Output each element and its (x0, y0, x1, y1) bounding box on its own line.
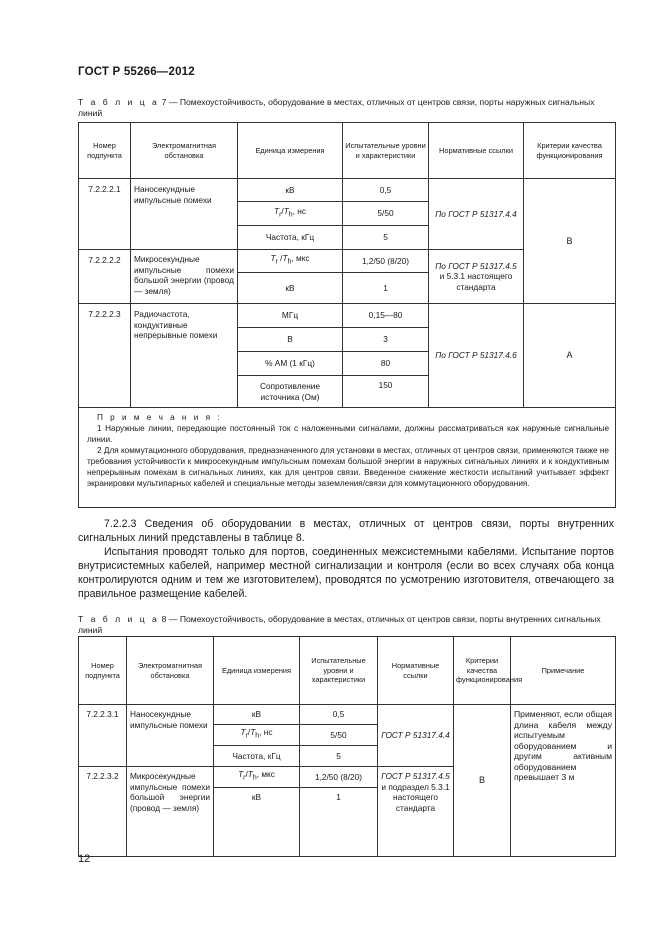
notes-title: П р и м е ч а н и я : (97, 413, 223, 422)
level-cell: 5 (343, 226, 429, 250)
level-cell: 150 (343, 376, 429, 408)
criteria-cell: A (524, 304, 616, 408)
level-cell: 5/50 (343, 202, 429, 226)
row-number: 7.2.2.3.1 (79, 705, 127, 767)
paragraph: 7.2.2.3 Сведения об оборудовании в местах, отличных от центров связи, порты внутренних сигнальных линий представлены в таблице 8. (78, 518, 614, 544)
unit-cell: $T_r/T_h$, мкс (214, 767, 300, 788)
remark-cell: Применяют, если общая длина кабеля между испытуемым оборудованием и другим активным оборудованием превышает 3 м (511, 705, 616, 857)
unit-cell: кВ (238, 179, 343, 202)
level-cell: 0,15—80 (343, 304, 429, 328)
column-header: Испытательные уровни и характеристики (343, 123, 429, 179)
reference-cell: ГОСТ Р 51317.4.5 и подраздел 5.3.1 настоящего стандарта (378, 767, 454, 857)
unit-cell: $T_r$ $/T_h$, мкс (238, 250, 343, 273)
column-header: Единица измерения (238, 123, 343, 179)
column-header: Критерии качества функционирования (524, 123, 616, 179)
level-cell: 1,2/50 (8/20) (343, 250, 429, 273)
environment-cell: Микросекундные импульсные помехи большой энергии (провод — земля) (131, 250, 238, 304)
column-header: Критерии качества функционирования (454, 637, 511, 705)
unit-cell: Частота, кГц (238, 226, 343, 250)
reference-cell: ГОСТ Р 51317.4.4 (378, 705, 454, 767)
criteria-cell: B (454, 705, 511, 857)
table-7 (78, 122, 616, 508)
document-header: ГОСТ Р 55266—2012 (78, 66, 195, 78)
level-cell: 0,5 (300, 705, 378, 725)
table-row (79, 304, 616, 328)
table7-caption: Т а б л и ц а 7 — Помехоустойчивость, оборудование в местах, отличных от центров связи, порты наружных сигнальных линий (78, 97, 595, 118)
notes-row (79, 408, 616, 508)
environment-cell: Наносекундные импульсные помехи (127, 705, 214, 767)
row-number: 7.2.2.2.2 (79, 250, 131, 304)
table7-notes (79, 408, 616, 508)
unit-cell: кВ (214, 705, 300, 725)
unit-cell: В (238, 328, 343, 352)
level-cell: 3 (343, 328, 429, 352)
unit-cell: % АМ (1 кГц) (238, 352, 343, 376)
column-header: Нормативные ссылки (429, 123, 524, 179)
row-number: 7.2.2.2.1 (79, 179, 131, 250)
column-header: Примечание (511, 637, 616, 705)
table8-caption: Т а б л и ц а 8 — Помехоустойчивость, оборудование в местах, отличных от центров связи, порты внутренних сигнальных линий (78, 614, 601, 635)
column-header: Электромагнитная обстановка (127, 637, 214, 705)
table7-header-row (79, 123, 616, 179)
page-number: 12 (78, 853, 91, 865)
paragraph: Испытания проводят только для портов, соединенных межсистемными кабелями. Испытание портов внутрисистемных кабелей, например местной сигнализации и контроля (если во всех случаях оба конца контролируются одним и тем же изготовителем), проводятся по усмотрению изготовителя, отвечающего за правильное размещение кабелей. (78, 546, 614, 600)
unit-cell: $T_r/T_h$, нс (238, 202, 343, 226)
level-cell: 1 (343, 273, 429, 304)
unit-cell: Сопротивление источника (Ом) (238, 376, 343, 408)
body-text (78, 517, 614, 601)
environment-cell: Радиочастота, кондуктивные непрерывные помехи (131, 304, 238, 408)
column-header: Номер подпункта (79, 637, 127, 705)
environment-cell: Микросекундные импульсные помехи большой энергии (провод — земля) (127, 767, 214, 857)
reference-cell: По ГОСТ Р 51317.4.4 (429, 179, 524, 250)
unit-cell: кВ (214, 788, 300, 857)
level-cell: 1,2/50 (8/20) (300, 767, 378, 788)
table-row (79, 705, 616, 725)
unit-cell: $T_r/T_h$, нс (214, 725, 300, 746)
level-cell: 5/50 (300, 725, 378, 746)
row-number: 7.2.2.2.3 (79, 304, 131, 408)
environment-cell: Наносекундные импульсные помехи (131, 179, 238, 250)
table-8 (78, 636, 616, 857)
reference-cell: По ГОСТ Р 51317.4.6 (429, 304, 524, 408)
column-header: Электромагнитная обстановка (131, 123, 238, 179)
row-number: 7.2.2.3.2 (79, 767, 127, 857)
note-2: 2 Для коммутационного оборудования, предназначенного для установки в местах, отличных от центров связи, применяются также не требования устойчивости к микросекундным импульсным помехам большой энергии в наружных сигнальных линиях и к кондуктивным непрерывным помехам в сигнальных линиях, как для центров связи. Введенное снижение жесткости испытаний учитывает эффект экранировки мультипарных кабелей и специальные методы заземления/связи для коммутационного оборудования. (87, 446, 609, 488)
column-header: Номер подпункта (79, 123, 131, 179)
column-header: Единица измерения (214, 637, 300, 705)
table-row (79, 179, 616, 202)
level-cell: 0,5 (343, 179, 429, 202)
criteria-cell: B (524, 179, 616, 304)
column-header: Нормативные ссылки (378, 637, 454, 705)
unit-cell: кВ (238, 273, 343, 304)
unit-cell: Частота, кГц (214, 746, 300, 767)
level-cell: 5 (300, 746, 378, 767)
unit-cell: МГц (238, 304, 343, 328)
level-cell: 80 (343, 352, 429, 376)
reference-cell: По ГОСТ Р 51317.4.5 и 5.3.1 настоящего стандарта (429, 250, 524, 304)
column-header: Испытательные уровни и характеристики (300, 637, 378, 705)
note-1: 1 Наружные линии, передающие постоянный ток с наложенными сигналами, должны рассматриваться как наружные сигнальные линии. (87, 424, 609, 444)
level-cell: 1 (300, 788, 378, 857)
table8-header-row (79, 637, 616, 705)
